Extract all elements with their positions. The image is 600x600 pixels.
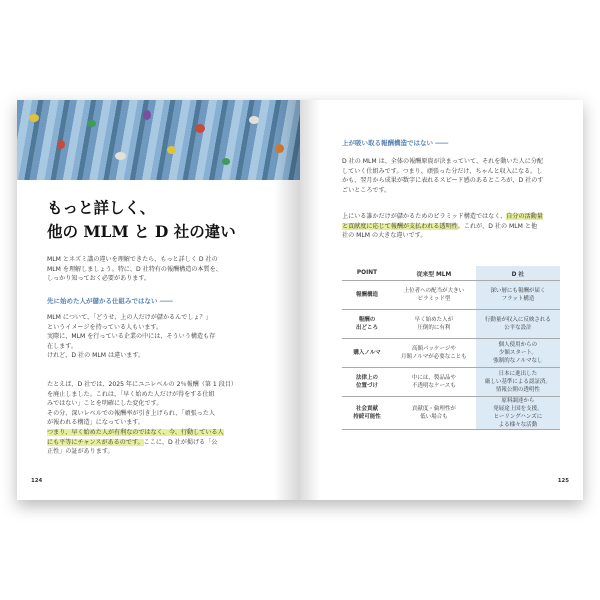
- body-line: たとえば、D 社では、2025 年にユニレベルの 2％報酬（第 1 段目）: [47, 381, 237, 388]
- body-paragraph-2: [47, 380, 237, 457]
- header-point: POINT: [342, 266, 392, 281]
- row-point: 社会貢献 持続可能性: [342, 397, 392, 430]
- body-text: ここに、D 社が掲げる「公: [143, 438, 218, 446]
- body-line: 社の MLM の大きな違いです。: [342, 232, 427, 240]
- table-row: [342, 368, 560, 397]
- table-row: [342, 310, 560, 339]
- highlighted-line: [47, 428, 237, 438]
- comparison-table: [342, 266, 560, 430]
- body-line: MLM について、「どうせ、上の人だけが儲かるんでしょ？」: [47, 314, 212, 321]
- row-point: 報酬の 出どころ: [342, 310, 392, 339]
- row-mlm: 中には、製品品や 不透明なケースも: [392, 368, 476, 397]
- row-mlm: 貢献度・倫理性が 低い場合も: [392, 397, 476, 430]
- body-line: 正性」の証があります。: [47, 448, 114, 456]
- row-mlm: 上位者への配当が大きい ピラミッド型: [392, 281, 476, 310]
- body-line: 在します。: [47, 342, 77, 350]
- intro-line: MLM とネズミ講の違いを理解できたら、もっと詳しく D 社の: [47, 256, 218, 263]
- highlight-lead: つまり、: [47, 428, 72, 436]
- book-spread: [17, 100, 583, 500]
- body-line: D 社の MLM は、全体の報酬原資が決まっていて、それを動いた人に分配: [342, 158, 544, 165]
- row-point: 報酬構造: [342, 281, 392, 310]
- row-point: 購入ノルマ: [342, 339, 392, 368]
- section-subheading: 上が吸い取る報酬構造ではない ――: [342, 139, 449, 147]
- right-page: [300, 100, 583, 500]
- body-line: を廃止しました。これは、「早く始めた人だけが得をする仕組: [47, 390, 215, 398]
- highlight-text: 早く始めた人が有利なのではなく、今、行動している人: [71, 428, 224, 436]
- table-header-row: [342, 266, 560, 281]
- table-row: [342, 281, 560, 310]
- highlight-text: と貢献度に応じて報酬が支払われる透明性: [342, 222, 458, 230]
- row-point: 法律上の 位置づけ: [342, 368, 392, 397]
- body-line: というイメージを持っている人もいます。: [47, 323, 163, 331]
- mixed-line: [342, 222, 543, 232]
- body-paragraph-2: [342, 212, 543, 241]
- title-line-1: もっと詳しく、: [47, 198, 156, 217]
- mixed-line: [342, 212, 543, 222]
- row-mlm: 早く始めた人が 圧倒的に有利: [392, 310, 476, 339]
- page-title: [47, 196, 236, 244]
- body-line: していく仕組みです。つまり、頑張った分だけ、ちゃんと収入になる。し: [342, 167, 543, 175]
- table-row: [342, 339, 560, 368]
- gutter-shadow: [300, 100, 320, 500]
- body-line: ごいところです。: [342, 186, 391, 194]
- body-paragraph-1: [47, 313, 215, 361]
- highlight-text: 自分の活動量: [506, 213, 543, 220]
- header-d-company: D 社: [476, 266, 560, 281]
- header-photo: [17, 100, 300, 180]
- row-d: 日本に進出した 厳しい基準による認証済。 情報公開の透明性: [476, 368, 560, 397]
- title-line-2: 他の MLM と D 社の違い: [47, 222, 236, 241]
- page-number-right: 125: [557, 478, 569, 484]
- left-page: [17, 100, 300, 500]
- body-text: 。これが、D 社の MLM と他: [457, 222, 538, 230]
- gutter-shadow: [274, 100, 300, 500]
- section-subheading: 先に始めた人が儲かる仕組みではない ――: [47, 297, 173, 305]
- row-d: 深い層にも報酬が届く フラット構造: [476, 281, 560, 310]
- intro-line: しっかり知っておく必要があります。: [47, 275, 151, 283]
- row-d: 個人使用からの 少額スタート。 強制的なノルマなし: [476, 339, 560, 368]
- body-text: 上にいる誰かだけが儲かるためのピラミッド構造ではなく、: [342, 213, 507, 220]
- body-line: が報われる構造」になっています。: [47, 419, 145, 427]
- body-line: みではない」ことを明確にした変化です。: [47, 400, 163, 408]
- body-paragraph-1: [342, 157, 543, 195]
- body-line: その分、深いレベルでの報酬率が引き上げられ、「頑張った人: [47, 409, 215, 417]
- table-row: [342, 397, 560, 430]
- body-line: かも、翌月から成果が数字に表れるスピード感のあるところが、D 社のす: [342, 177, 544, 185]
- header-conventional-mlm: 従来型 MLM: [392, 266, 476, 281]
- highlight-text: にも平等にチャンスがあるのです。: [47, 438, 144, 446]
- body-line: 実際に、MLM を行っている企業の中には、そういう構造も存: [47, 333, 216, 341]
- page-number-left: 124: [31, 478, 43, 484]
- row-mlm: 高額パッケージや 月額ノルマが必要なことも: [392, 339, 476, 368]
- intro-paragraph: [47, 255, 222, 284]
- highlighted-line: [47, 438, 237, 448]
- intro-line: MLM を理解しましょう。特に、D 社特有の報酬構造の本質を、: [47, 265, 222, 273]
- body-line: けれど、D 社の MLM は違います。: [47, 352, 145, 360]
- row-d: 原料調達から 発展途上国を支援。 ヒーリングハンズに よる様々な活動: [476, 397, 560, 430]
- row-d: 行動量が収入に反映される 公平な設計: [476, 310, 560, 339]
